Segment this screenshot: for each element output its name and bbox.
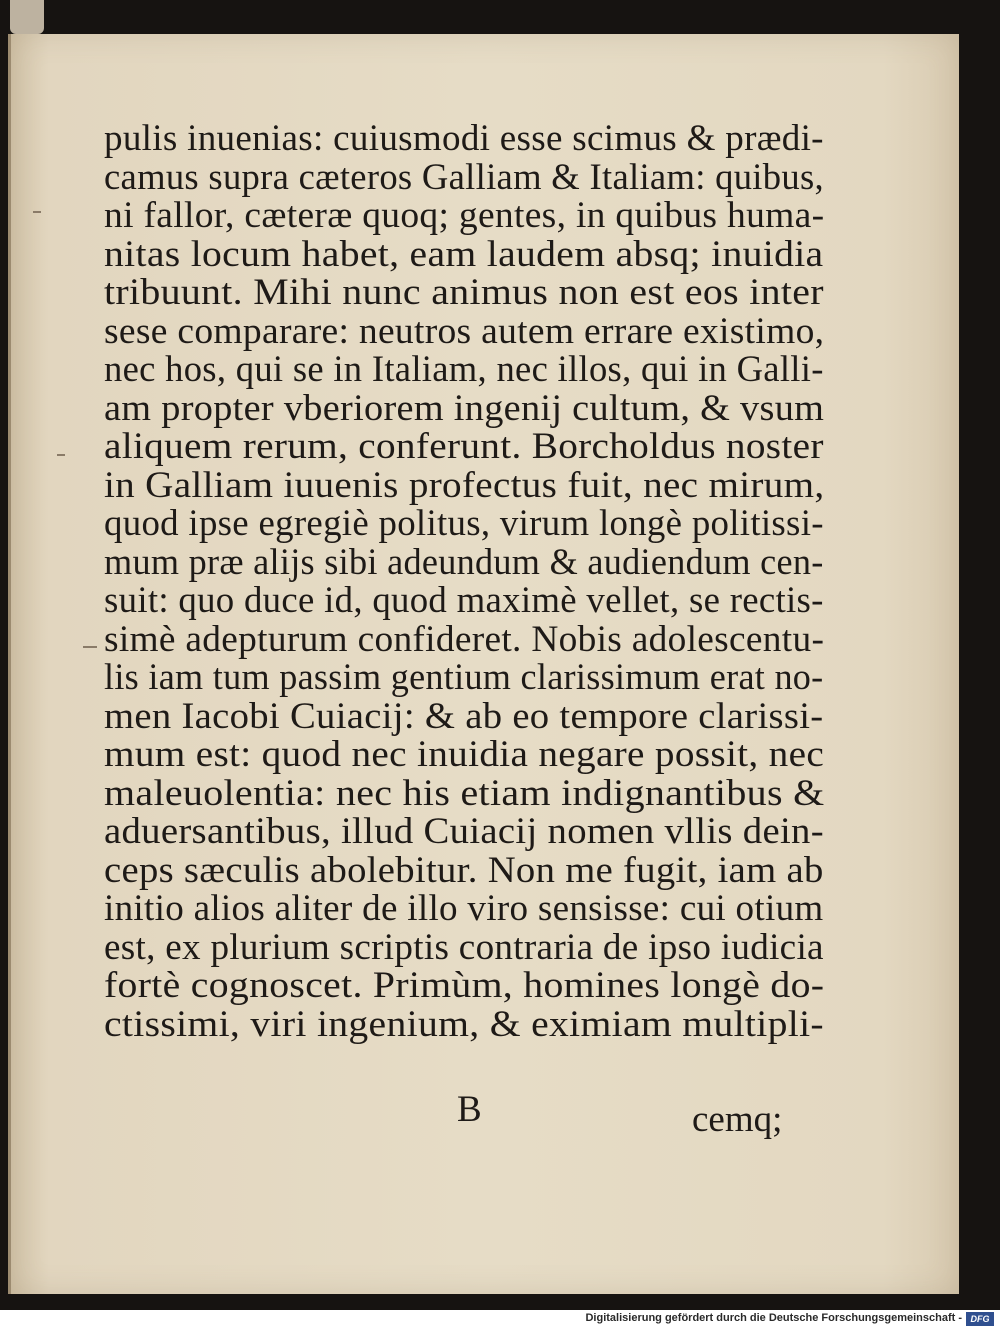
- catchword: cemq;: [692, 1099, 783, 1140]
- funding-credit: Digitalisierung gefördert durch die Deutsche Forschungsgemeinschaft -: [585, 1312, 962, 1324]
- text-line: suit: quo duce id, quod maximè vellet, se rectis-: [104, 580, 824, 621]
- text-line: est, ex plurium scriptis contraria de ipso iudicia: [104, 926, 824, 968]
- text-line: ctissimi, viri ingenium, & eximiam multipli-: [104, 1003, 824, 1045]
- text-line: nec hos, qui se in Italiam, nec illos, qui in Galli-: [104, 349, 824, 390]
- text-line: nitas locum habet, eam laudem absq; inuidia: [104, 233, 824, 275]
- text-line: in Galliam iuuenis profectus fuit, nec mirum,: [104, 464, 825, 506]
- text-line: men Iacobi Cuiacij: & ab eo tempore clarissi-: [104, 695, 824, 737]
- text-line: sese comparare: neutros autem errare existimo,: [104, 310, 825, 352]
- margin-tick-mark: [57, 454, 65, 456]
- text-line: aliquem rerum, conferunt. Borcholdus noster: [104, 426, 824, 467]
- text-line: mum præ alijs sibi adeundum & audiendum cen-: [104, 541, 824, 583]
- library-tab-mark: [10, 0, 44, 34]
- text-line: maleuolentia: nec his etiam indignantibus &: [104, 772, 825, 814]
- text-line: lis iam tum passim gentium clarissimum erat no-: [104, 657, 824, 698]
- text-line: ni fallor, cæteræ quoq; gentes, in quibus huma-: [104, 195, 825, 236]
- text-line: ceps sæculis abolebitur. Non me fugit, iam ab: [104, 849, 824, 891]
- text-line: tribuunt. Mihi nunc animus non est eos inter: [104, 272, 824, 313]
- body-text: [104, 120, 824, 1044]
- text-line: initio alios aliter de illo viro sensisse: cui otium: [104, 888, 824, 929]
- text-line: fortè cognoscet. Primùm, homines longè do-: [104, 965, 825, 1006]
- margin-tick-mark: [83, 646, 97, 648]
- text-line: simè adepturum confideret. Nobis adolescentu-: [104, 618, 825, 660]
- text-line: pulis inuenias: cuiusmodi esse scimus & prædi-: [104, 118, 824, 159]
- dfg-logo: DFG: [966, 1312, 994, 1326]
- text-line: am propter vberiorem ingenij cultum, & vsum: [104, 387, 825, 429]
- margin-tick-mark: [33, 211, 41, 213]
- text-line: aduersantibus, illud Cuiacij nomen vllis dein-: [104, 811, 824, 852]
- text-line: quod ipse egregiè politus, virum longè politissi-: [104, 503, 824, 544]
- footer-bar: [0, 1310, 1000, 1329]
- signature-mark: B: [457, 1089, 482, 1130]
- text-line: mum est: quod nec inuidia negare possit, nec: [104, 734, 825, 775]
- text-line: camus supra cæteros Galliam & Italiam: quibus,: [104, 156, 824, 198]
